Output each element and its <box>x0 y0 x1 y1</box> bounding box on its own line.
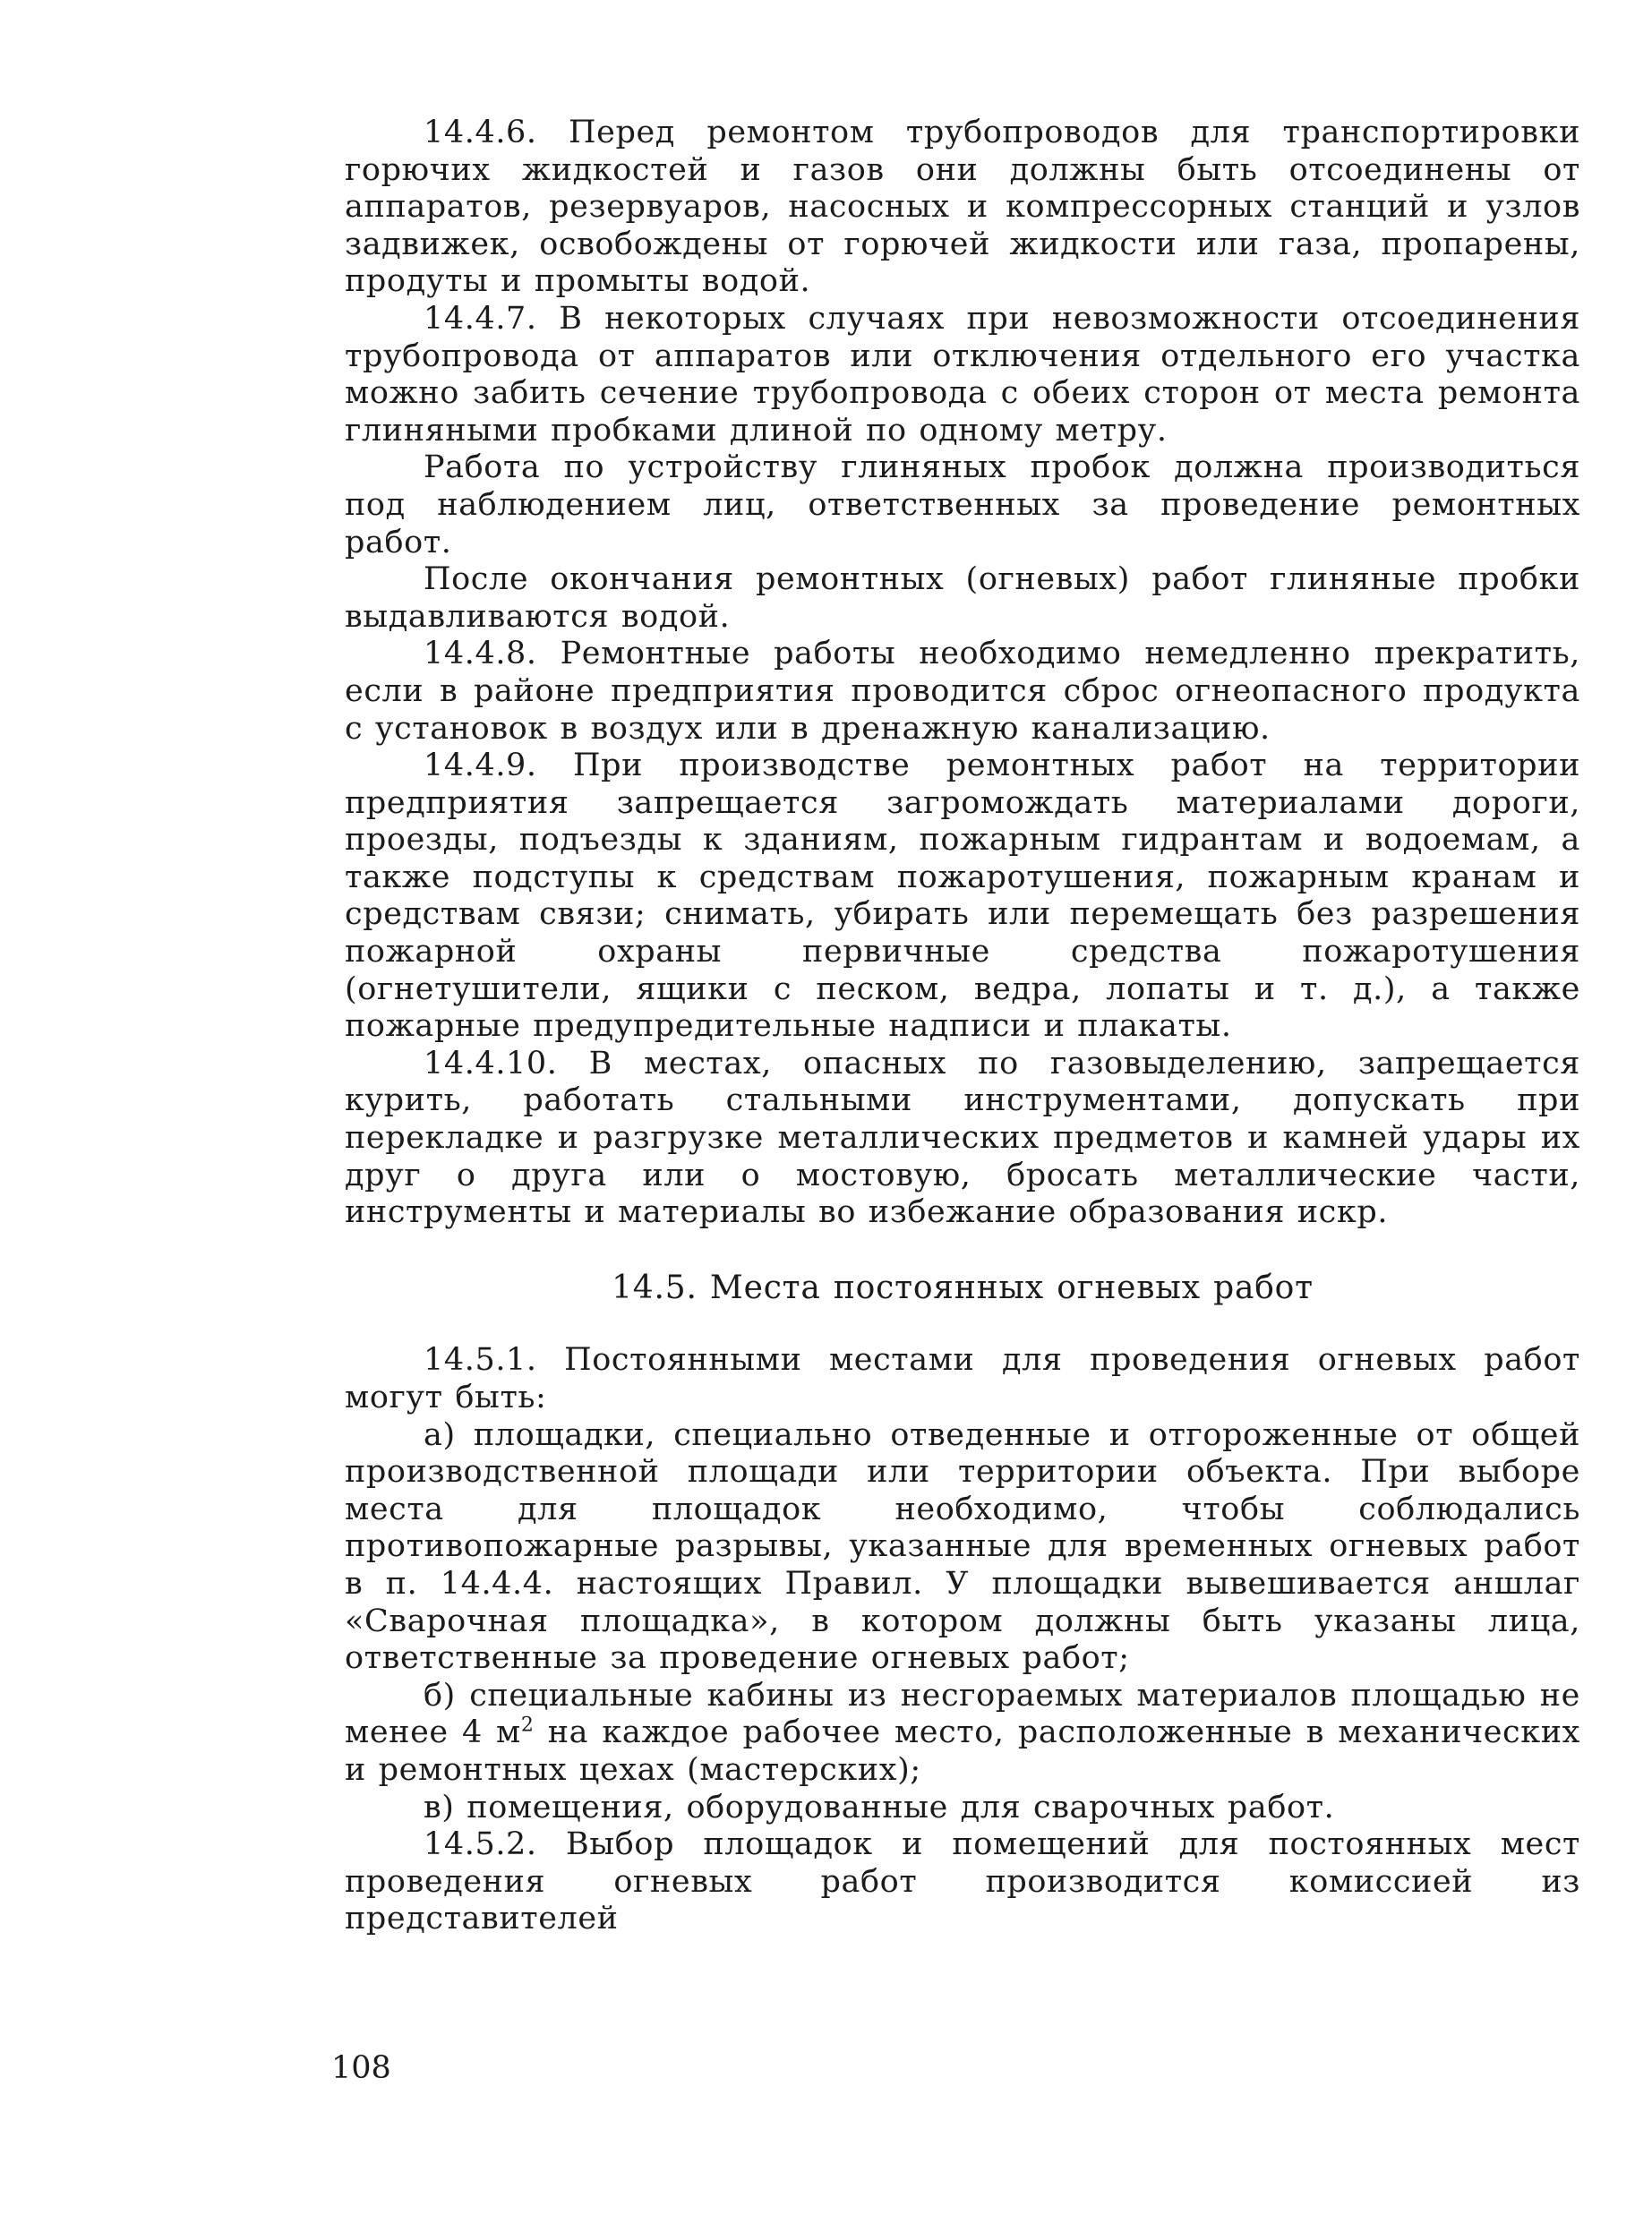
paragraph-14-4-10: 14.4.10. В местах, опасных по газовыделению, запрещается курить, работать стальными инструментами, допускать при перекладке и разгрузке металлических предметов и камней удары их друг о друга или о мостовую, бросать металлические части, инструменты и материалы во избежание образования искр. <box>345 1045 1580 1231</box>
list-item-v: в) помещения, оборудованные для сварочных работ. <box>424 1789 1335 1825</box>
list-item-a: а) площадки, специально отведенные и отгороженные от общей производственной площади или территории объекта. При выборе места для площадок необходимо, чтобы соблюдались противопожарные разрывы, указанные для временных огневых работ в п. 14.4.4. настоящих Правил. У площадки вывешивается аншлаг «Сварочная площадка», в котором должны быть указаны лица, ответственные за проведение огневых работ; <box>345 1416 1580 1677</box>
paragraph-clay-plugs-work: Работа по устройству глиняных пробок должна производиться под наблюдением лиц, ответственных за проведение ремонтных работ. <box>345 449 1580 560</box>
document-page <box>345 115 1580 1938</box>
paragraph-14-4-7: 14.4.7. В некоторых случаях при невозможности отсоединения трубопровода от аппаратов или отключения отдельного его участка можно забить сечение трубопровода с обеих сторон от места ремонта глиняными пробками длиной по одному метру. <box>345 300 1580 449</box>
paragraph-14-4-6: 14.4.6. Перед ремонтом трубопроводов для транспортировки горючих жидкостей и газов они должны быть отсоединены от аппаратов, резервуаров, насосных и компрессорных станций и узлов задвижек, освобождены от горючей жидкости или газа, пропарены, продуты и промыты водой. <box>345 115 1580 300</box>
list-item-b-text-start: б) специальные кабины из несгораемых материалов площадью не менее 4 м <box>345 1677 1580 1751</box>
paragraph-clay-plugs-removal: После окончания ремонтных (огневых) работ глиняные пробки выдавливаются водой. <box>345 561 1580 635</box>
paragraph-14-5-1: 14.5.1. Постоянными местами для проведения огневых работ могут быть: <box>345 1342 1580 1415</box>
paragraph-14-4-8: 14.4.8. Ремонтные работы необходимо немедленно прекратить, если в районе предприятия проводится сброс огнеопасного продукта с установок в воздух или в дренажную канализацию. <box>345 636 1580 747</box>
page-number: 108 <box>331 2050 391 2086</box>
list-item-b <box>345 1678 1580 1790</box>
section-heading: 14.5. Места постоянных огневых работ <box>612 1269 1314 1306</box>
list-item-b-text-end: на каждое рабочее место, расположенные в механических и ремонтных цехах (мастерских); <box>345 1714 1580 1788</box>
paragraph-14-4-9: 14.4.9. При производстве ремонтных работ на территории предприятия запрещается загромождать материалами дороги, проезды, подъезды к зданиям, пожарным гидрантам и водоемам, а также подступы к средствам пожаротушения, пожарным кранам и средствам связи; снимать, убирать или перемещать без разрешения пожарной охраны первичные средства пожаротушения (огнетушители, ящики с песком, ведра, лопаты и т. д.), а также пожарные предупредительные надписи и плакаты. <box>345 748 1580 1045</box>
square-superscript: 2 <box>520 1714 535 1737</box>
paragraph-14-5-2: 14.5.2. Выбор площадок и помещений для постоянных мест проведения огневых работ производится комиссией из представителей <box>345 1826 1580 1937</box>
